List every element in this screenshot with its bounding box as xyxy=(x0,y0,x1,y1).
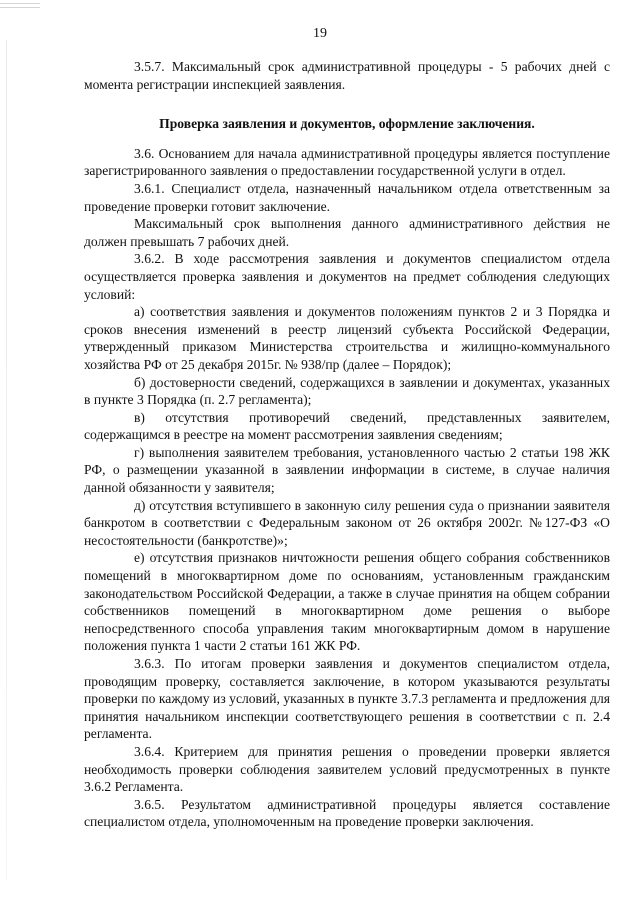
list-item-v: в) отсутствия противоречий сведений, представленных заявителем, содержащимся в реестре на момент рассмотрения заявления сведениям; xyxy=(84,409,610,443)
paragraph-3-6-5: 3.6.5. Результатом административной процедуры является составление специалистом отдела, уполномоченным на проведение проверки заключения. xyxy=(84,796,610,830)
scan-artifact xyxy=(0,0,40,14)
page-number: 19 xyxy=(313,26,327,41)
paragraph-max-term: Максимальный срок выполнения данного административного действия не должен превышать 7 рабочих дней. xyxy=(84,216,610,249)
list-item-b: б) достоверности сведений, содержащихся в заявлении и документах, указанных в пункте 3 Порядка (п. 2.7 регламента); xyxy=(84,374,610,408)
list-item-a: а) соответствия заявления и документов положениям пунктов 2 и 3 Порядка и сроков внесения изменений в реестр лицензий субъекта Российской Федерации, утвержденный приказом Министерства строительства и жилищно-коммунального хозяйства РФ от 25 декабря 2015г. № 938/пр (далее – Порядок); xyxy=(84,304,610,372)
list-item-e: е) отсутствия признаков ничтожности решения общего собрания собственников помещений в многоквартирном доме по основаниям, установленным гражданским законодательством Российской Федерации, а также в случае принятия на общем собрании собственников помещений в многоквартирном доме решения о выборе непосредственного способа управления таким многоквартирным домом в нарушение положения пункта 1 части 2 статьи 161 ЖК РФ. xyxy=(84,550,610,654)
paragraph-3-6: 3.6. Основанием для начала административной процедуры является поступление зарегистрированного заявления о предоставлении государственной услуги в отдел. xyxy=(84,145,610,179)
paragraph-3-6-1: 3.6.1. Специалист отдела, назначенный начальником отдела ответственным за проведение проверки готовит заключение. xyxy=(84,180,610,214)
paragraph-3-6-3: 3.6.3. По итогам проверки заявления и документов специалистом отдела, проводящим проверку, составляется заключение, в котором указываются результаты проверки по каждому из условий, указанных в пункте 3.7.3 регламента и предложения для принятия начальником инспекции соответствующего решения в соответствии с п. 2.4 регламента. xyxy=(84,656,610,742)
paragraph-3-5-7: 3.5.7. Максимальный срок административной процедуры - 5 рабочих дней с момента регистрации инспекцией заявления. xyxy=(84,59,610,92)
paragraph-3-6-4: 3.6.4. Критерием для принятия решения о проведении проверки является необходимость проверки соблюдения заявителем условий предусмотренных в пункте 3.6.2 Регламента. xyxy=(84,743,610,795)
scan-edge-shadow xyxy=(6,40,7,880)
paragraph-3-6-2: 3.6.2. В ходе рассмотрения заявления и документов специалистом отдела осуществляется проверка заявления и документов на предмет соблюдения следующих условий: xyxy=(84,251,610,302)
list-item-d: д) отсутствия вступившего в законную силу решения суда о признании заявителя банкротом в соответствии с Федеральным законом от 26 октября 2002г. №127-ФЗ «О несостоятельности (банкротстве)»; xyxy=(84,497,610,548)
document-body xyxy=(84,58,610,831)
section-heading: Проверка заявления и документов, оформление заключения. xyxy=(159,116,535,132)
list-item-g: г) выполнения заявителем требования, установленного частью 2 статьи 198 ЖК РФ, о размещении указанной в заявлении информации в системе, в случае наличия данной обязанности у заявителя; xyxy=(84,444,610,496)
